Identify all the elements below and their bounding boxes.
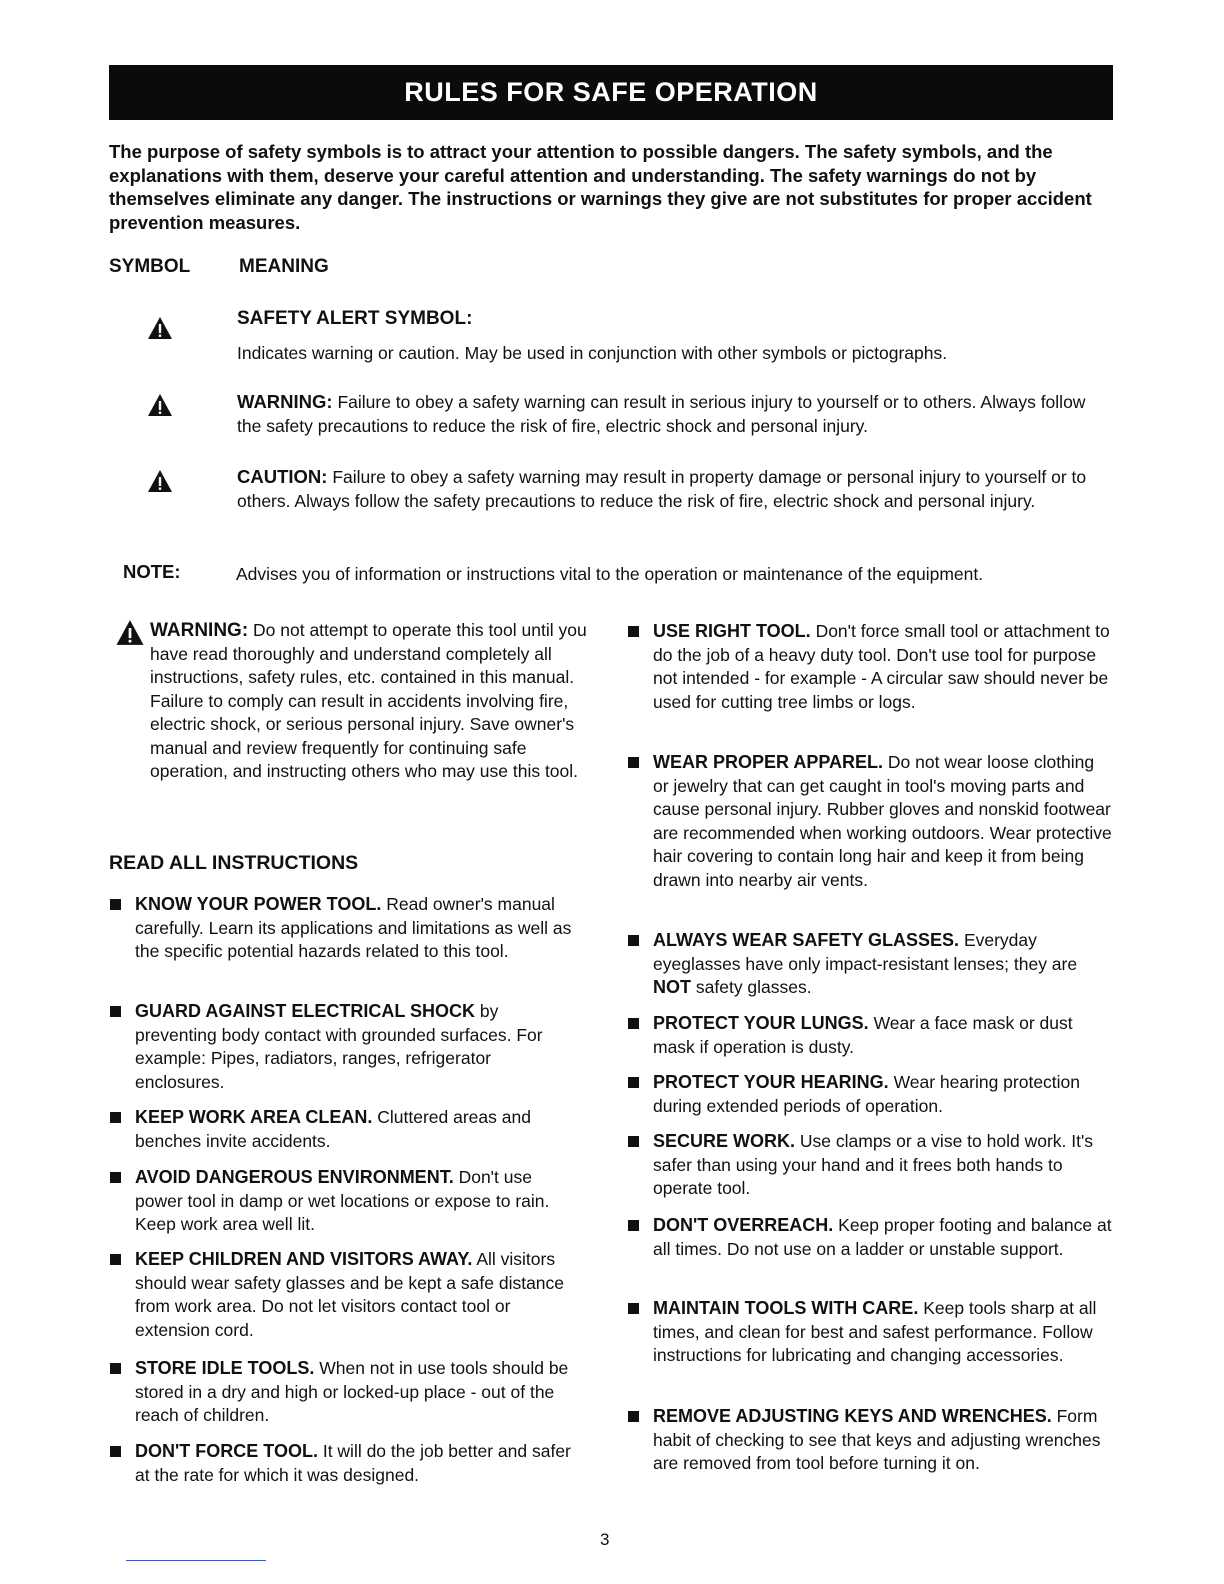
bullet-icon (628, 1077, 639, 1088)
rule-title: AVOID DANGEROUS ENVIRONMENT. (135, 1167, 454, 1187)
rule-title: USE RIGHT TOOL. (653, 621, 811, 641)
list-item (110, 1106, 580, 1153)
rule-title: STORE IDLE TOOLS. (135, 1358, 315, 1378)
symbol-column-heading: SYMBOL (109, 256, 191, 277)
list-item (628, 1130, 1113, 1201)
bullet-icon (628, 1018, 639, 1029)
main-warning-text: Do not attempt to operate this tool until you have read thoroughly and understand completely all instructions, safety rules, etc. contained in this manual. Failure to comply can result in accidents involving fire, electric shock, or serious personal injury. Save owner's manual and review frequently for continuing safe operation, and instructing others who may use this tool. (150, 620, 587, 781)
list-item (628, 929, 1113, 1000)
rule-title: GUARD AGAINST ELECTRICAL SHOCK (135, 1001, 476, 1021)
list-item (110, 1440, 580, 1487)
warning-triangle-icon (147, 393, 173, 417)
rule-text: by preventing body contact with grounded surfaces. For example: Pipes, radiators, ranges, refrigerator enclosures. (135, 1001, 543, 1092)
bullet-icon (110, 1172, 121, 1183)
rule-text: Read owner's manual carefully. Learn its applications and limitations as well as the specific potential hazards related to this tool. (135, 894, 572, 961)
rule-title: ALWAYS WEAR SAFETY GLASSES. (653, 930, 960, 950)
rule-text: When not in use tools should be stored in a dry and high or locked-up place - out of the reach of children. (135, 1358, 569, 1425)
list-item (110, 1166, 580, 1237)
rule-title: SECURE WORK. (653, 1131, 796, 1151)
rule-text: It will do the job better and safer at the rate for which it was designed. (135, 1441, 571, 1485)
warning-text: Failure to obey a safety warning can result in serious injury to yourself or to others. Always follow the safety precautions to reduce the risk of fire, electric shock and personal injury. (237, 392, 1086, 436)
list-item (628, 1012, 1113, 1059)
bullet-icon (110, 1006, 121, 1017)
list-item (628, 1297, 1113, 1368)
list-item (628, 1071, 1113, 1118)
caution-label: CAUTION: (237, 466, 328, 487)
list-item (110, 1248, 580, 1342)
bullet-icon (110, 899, 121, 910)
main-warning-label: WARNING: (150, 620, 249, 641)
warning-triangle-icon (147, 316, 173, 340)
rule-title: KEEP CHILDREN AND VISITORS AWAY. (135, 1249, 473, 1269)
rule-text: Wear a face mask or dust mask if operation is dusty. (653, 1013, 1073, 1057)
bullet-icon (110, 1254, 121, 1265)
rule-title: MAINTAIN TOOLS WITH CARE. (653, 1298, 919, 1318)
main-warning (115, 619, 595, 784)
page-number: 3 (600, 1530, 610, 1549)
rule-text: Wear hearing protection during extended periods of operation. (653, 1072, 1081, 1116)
rule-title: KNOW YOUR POWER TOOL. (135, 894, 382, 914)
rule-title: PROTECT YOUR HEARING. (653, 1072, 889, 1092)
footer-divider (126, 1560, 266, 1561)
bullet-icon (110, 1112, 121, 1123)
bullet-icon (628, 935, 639, 946)
rule-text: Everyday eyeglasses have only impact-resistant lenses; they are (653, 930, 1078, 974)
warning-definition (237, 390, 1097, 438)
page-title (109, 65, 1113, 120)
bullet-icon (628, 1411, 639, 1422)
caution-text: Failure to obey a safety warning may result in property damage or personal injury to yourself or to others. Always follow the safety precautions to reduce the risk of fire, electric shock and personal injury. (237, 467, 1087, 511)
rule-text: Do not wear loose clothing or jewelry that can get caught in tool's moving parts and cause personal injury. Rubber gloves and nonskid footwear are recommended when working outdoors. Wear protective hair covering to contain long hair and keep it from being drawn into nearby air vents. (653, 752, 1112, 890)
rule-title: WEAR PROPER APPAREL. (653, 752, 884, 772)
rule-text: Form habit of checking to see that keys and adjusting wrenches are removed from tool before turning it on. (653, 1406, 1101, 1473)
rule-text: Don't use power tool in damp or wet locations or expose to rain. Keep work area well lit. (135, 1167, 550, 1234)
note-text: Advises you of information or instructions vital to the operation or maintenance of the equipment. (236, 564, 984, 584)
read-all-instructions-heading: READ ALL INSTRUCTIONS (109, 852, 359, 874)
list-item (110, 1357, 580, 1428)
rule-text: Don't force small tool or attachment to do the job of a heavy duty tool. Don't use tool for purpose not intended - for example - A circular saw should never be used for cutting tree limbs or logs. (653, 621, 1110, 712)
rule-text: Keep proper footing and balance at all times. Do not use on a ladder or unstable support. (653, 1215, 1112, 1259)
bullet-icon (628, 1303, 639, 1314)
list-item (110, 1000, 580, 1094)
warning-triangle-icon (115, 619, 145, 646)
rule-emphasis: NOT (653, 977, 691, 997)
safety-alert-title: SAFETY ALERT SYMBOL: (237, 308, 473, 329)
rule-text: safety glasses. (695, 977, 812, 997)
bullet-icon (110, 1446, 121, 1457)
rule-title: DON'T FORCE TOOL. (135, 1441, 318, 1461)
rule-title: KEEP WORK AREA CLEAN. (135, 1107, 373, 1127)
caution-definition (237, 465, 1097, 513)
intro-paragraph: The purpose of safety symbols is to attract your attention to possible dangers. The safety symbols, and the explanations with them, deserve your careful attention and understanding. The safety warnings do not by themselves eliminate any danger. The instructions or warnings they give are not substitutes for proper accident prevention measures. (109, 141, 1092, 233)
warning-label: WARNING: (237, 391, 333, 412)
rule-title: PROTECT YOUR LUNGS. (653, 1013, 869, 1033)
list-item (628, 751, 1113, 892)
note-label: NOTE: (123, 561, 181, 582)
bullet-icon (628, 1220, 639, 1231)
rule-text: Keep tools sharp at all times, and clean for best and safest performance. Follow instructions for lubricating and changing accessories. (653, 1298, 1097, 1365)
rule-text: Cluttered areas and benches invite accidents. (135, 1107, 531, 1151)
list-item (628, 620, 1113, 714)
page-title-text: RULES FOR SAFE OPERATION (404, 77, 818, 107)
meaning-column-heading: MEANING (239, 256, 329, 277)
bullet-icon (110, 1363, 121, 1374)
warning-triangle-icon (147, 469, 173, 493)
rule-title: REMOVE ADJUSTING KEYS AND WRENCHES. (653, 1406, 1052, 1426)
rule-text: Use clamps or a vise to hold work. It's safer than using your hand and it frees both hands to operate tool. (653, 1131, 1094, 1198)
rule-text: All visitors should wear safety glasses and be kept a safe distance from work area. Do not let visitors contact tool or extension cord. (135, 1249, 565, 1340)
bullet-icon (628, 1136, 639, 1147)
rule-title: DON'T OVERREACH. (653, 1215, 834, 1235)
bullet-icon (628, 757, 639, 768)
bullet-icon (628, 626, 639, 637)
list-item (628, 1405, 1113, 1476)
list-item (110, 893, 580, 964)
safety-alert-text: Indicates warning or caution. May be used in conjunction with other symbols or pictographs. (237, 343, 948, 363)
list-item (628, 1214, 1113, 1261)
